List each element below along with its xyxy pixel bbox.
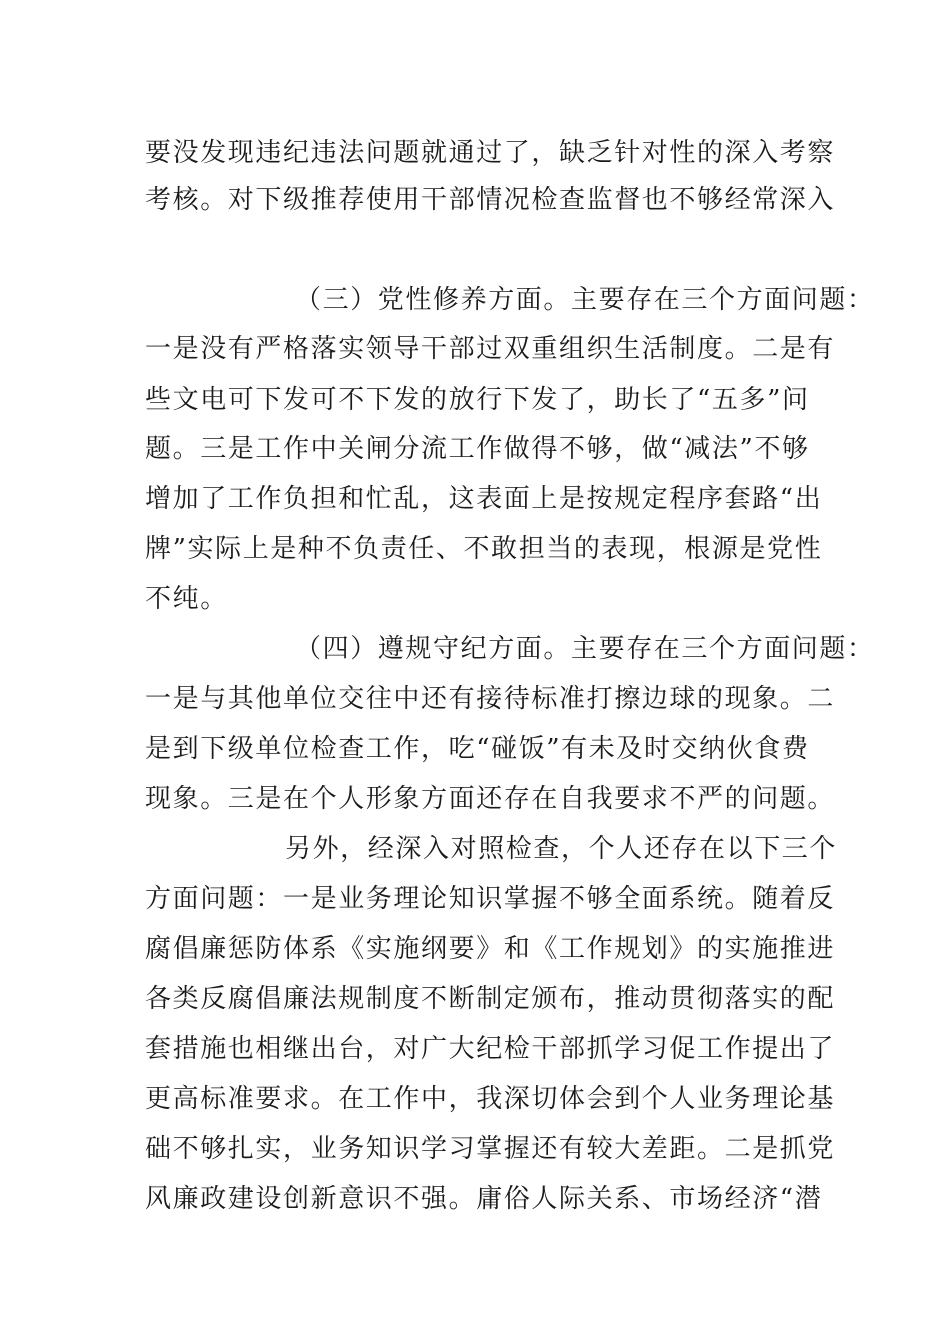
section-heading-3: （三）党性修养方面。主要存在三个方面问题： [295,285,875,315]
text-line: 些文电可下发可不下发的放行下发了，助长了“五多”问 [145,385,810,415]
text-line: 腐倡廉惩防体系《实施纲要》和《工作规划》的实施推进 [145,934,836,964]
text-line: 不纯。 [145,584,228,614]
text-line: 方面问题：一是业务理论知识掌握不够全面系统。随着反 [145,884,836,914]
text-line: 础不够扎实，业务知识学习掌握还有较大差距。二是抓党 [145,1134,836,1164]
text-line: 一是没有严格落实领导干部过双重组织生活制度。二是有 [145,334,836,364]
text-line: 风廉政建设创新意识不强。庸俗人际关系、市场经济“潜 [145,1184,823,1214]
text-line: 现象。三是在个人形象方面还存在自我要求不严的问题。 [145,784,836,814]
section-heading-4: （四）遵规守纪方面。主要存在三个方面问题： [295,634,875,664]
text-line: 要没发现违纪违法问题就通过了，缺乏针对性的深入考察 [145,138,836,168]
text-line: 增加了工作负担和忙乱，这表面上是按规定程序套路“出 [145,484,823,514]
text-line: 考核。对下级推荐使用干部情况检查监督也不够经常深入 [145,185,836,215]
text-line: 是到下级单位检查工作，吃“碰饭”有未及时交纳伙食费 [145,734,810,764]
text-line: 套措施也相继出台，对广大纪检干部抓学习促工作提出了 [145,1034,836,1064]
text-line: 一是与其他单位交往中还有接待标准打擦边球的现象。二 [145,684,836,714]
text-line: 牌”实际上是种不负责任、不敢担当的表现，根源是党性 [145,534,823,564]
paragraph-start: 另外，经深入对照检查，个人还存在以下三个 [285,834,838,864]
text-line: 更高标准要求。在工作中，我深切体会到个人业务理论基 [145,1084,836,1114]
text-line: 题。三是工作中关闸分流工作做得不够，做“减法”不够 [145,434,810,464]
text-line: 各类反腐倡廉法规制度不断制定颁布，推动贯彻落实的配 [145,984,836,1014]
